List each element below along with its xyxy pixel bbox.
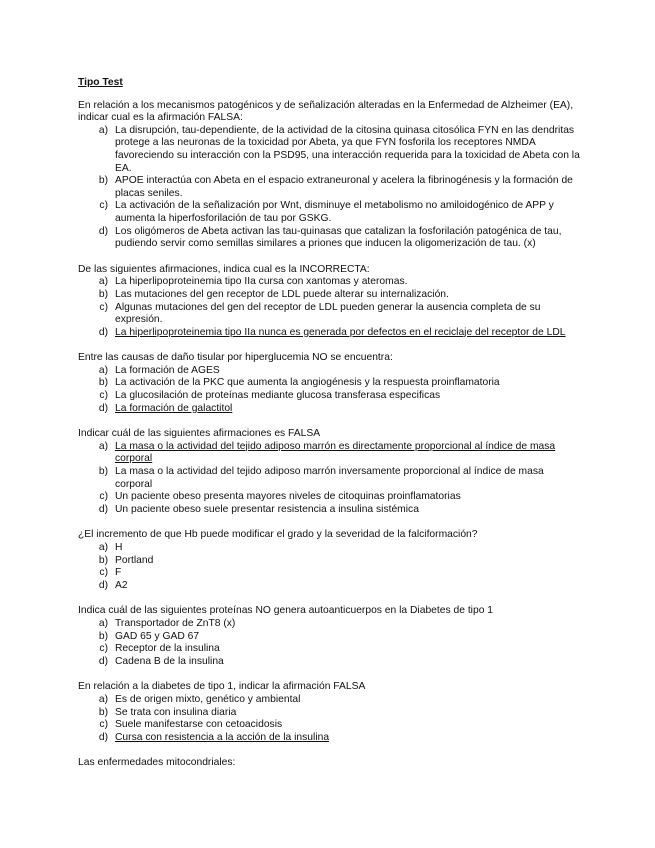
option-list [78,694,583,744]
option-item [78,491,583,504]
question-stem: De las siguientes afirmaciones, indica cual es la INCORRECTA: [78,263,370,275]
option-item [78,327,583,340]
option-letter: c) [99,567,108,579]
option-item [78,441,583,466]
option-item [78,567,583,580]
option-text: La activación de la señalización por Wnt, disminuye el metabolismo no amiloidogénico de APP y aumenta la hiperfosforilación de tau por GSKG. [115,200,554,224]
page-title: Tipo Test [78,77,123,88]
option-letter: d) [98,225,108,237]
option-letter: d) [98,731,108,743]
option-text: La masa o la actividad del tejido adiposo marrón inversamente proporcional al índice de masa corporal [115,466,544,490]
option-item [78,175,583,200]
option-item [78,732,583,745]
option-text: Los oligómeros de Abeta activan las tau-quinasas que catalizan la fosforilación patogénica de tau, pudiendo servir como semillas similares a priones que inducen la oligomerización de tau. (x) [115,225,562,250]
option-item [78,542,583,555]
question-block [78,529,583,592]
question-block [78,100,583,251]
option-item [78,618,583,631]
option-text: Se trata con insulina diaria [115,706,237,718]
option-list [78,125,583,251]
option-letter: c) [99,200,108,212]
option-item [78,656,583,669]
option-letter: d) [98,579,108,591]
option-text: Cursa con resistencia a la acción de la insulina [115,731,330,743]
option-letter: b) [98,706,108,718]
option-item [78,707,583,720]
option-text: Receptor de la insulina [115,643,220,655]
option-text: La hiperlipoproteinemia tipo IIa cursa con xantomas y ateromas. [115,276,408,288]
option-text: Un paciente obeso suele presentar resistencia a insulina sistémica [115,503,419,515]
option-item [78,377,583,390]
option-letter: b) [98,630,108,642]
document-page [78,77,583,783]
option-text: Algunas mutaciones del gen del receptor de LDL pueden generar la ausencia completa de su expresión. [115,301,541,326]
question-stem: En relación a la diabetes de tipo 1, indicar la afirmación FALSA [78,681,366,693]
question-stem: Las enfermedades mitocondriales: [78,757,236,769]
question-list [78,100,583,770]
option-text: APOE interactúa con Abeta en el espacio extraneuronal y acelera la fibrinogénesis y la formación de placas seniles. [115,175,573,199]
option-text: Portland [115,554,154,566]
option-letter: b) [98,554,108,566]
option-letter: c) [99,301,108,313]
option-item [78,643,583,656]
question-stem: Entre las causas de daño tisular por hiperglucemia NO se encuentra: [78,352,393,364]
question-block [78,352,583,415]
option-item [78,365,583,378]
option-text: Las mutaciones del gen receptor de LDL puede alterar su internalización. [115,288,449,300]
option-letter: a) [98,542,108,553]
option-letter: b) [98,288,108,300]
option-text: Suele manifestarse con cetoacidosis [115,719,283,731]
question-block [78,264,583,340]
option-item [78,580,583,593]
option-item [78,466,583,491]
option-text: Cadena B de la insulina [115,655,224,667]
question-block [78,681,583,744]
option-letter: d) [98,326,108,338]
option-item [78,276,583,289]
option-item [78,302,583,327]
option-text: GAD 65 y GAD 67 [115,630,200,642]
option-item [78,200,583,225]
option-list [78,618,583,668]
option-item [78,125,583,175]
question-stem: ¿El incremento de que Hb puede modificar el grado y la severidad de la falciformación? [78,529,478,541]
option-letter: d) [98,503,108,515]
option-letter: a) [98,440,108,452]
question-block [78,428,583,516]
option-letter: c) [99,491,108,503]
option-letter: b) [98,466,108,478]
option-item [78,555,583,568]
option-letter: d) [98,402,108,414]
question-stem: Indicar cuál de las siguientes afirmaciones es FALSA [78,428,321,440]
option-text: La disrupción, tau-dependiente, de la actividad de la citosina quinasa citosólica FYN en las dendritas protege a las neuronas de la toxicidad por Abeta, ya que FYN fosforila los receptores NMDA favoreciendo su interacción con la PSD95, una interacción requerida para la toxicidad de Abeta con la EA. [115,124,580,174]
option-item [78,694,583,707]
option-text: A2 [115,579,128,591]
option-list [78,276,583,339]
question-stem: Indica cuál de las siguientes proteínas NO genera autoanticuerpos en la Diabetes de tipo 1 [78,605,494,617]
option-letter: c) [99,643,108,655]
question-block [78,605,583,668]
option-list [78,365,583,415]
option-letter: a) [98,124,108,136]
question-stem: En relación a los mecanismos patogénicos y de señalización alteradas en la Enfermedad de Alzheimer (EA), indicar cual es la afirmación FALSA: [78,99,574,124]
option-letter: a) [98,276,108,288]
option-letter: b) [98,175,108,187]
option-item [78,226,583,251]
option-item [78,403,583,416]
option-letter: d) [98,655,108,667]
option-letter: c) [99,390,108,402]
option-text: F [115,567,122,579]
option-text: La formación de AGES [115,364,220,376]
option-list [78,441,583,517]
option-letter: c) [99,719,108,731]
option-text: La hiperlipoproteinemia tipo IIa nunca es generada por defectos en el reciclaje del receptor de LDL [115,326,566,338]
option-item [78,719,583,732]
option-letter: a) [98,693,108,705]
option-list [78,542,583,592]
option-text: La masa o la actividad del tejido adiposo marrón es directamente proporcional al índice de masa corporal [115,440,556,465]
option-text: H [115,542,123,553]
option-text: Es de origen mixto, genético y ambiental [115,693,301,705]
option-item [78,390,583,403]
option-text: Transportador de ZnT8 (x) [115,617,236,629]
option-text: La activación de la PKC que aumenta la angiogénesis y la respuesta proinflamatoria [115,377,500,389]
option-text: La formación de galactitol [115,402,233,414]
option-letter: a) [98,364,108,376]
option-text: La glucosilación de proteínas mediante glucosa transferasa especificas [115,390,441,402]
option-item [78,631,583,644]
option-letter: b) [98,377,108,389]
option-item [78,289,583,302]
option-item [78,504,583,517]
option-letter: a) [98,617,108,629]
question-block [78,757,583,770]
option-text: Un paciente obeso presenta mayores niveles de citoquinas proinflamatorias [115,491,461,503]
